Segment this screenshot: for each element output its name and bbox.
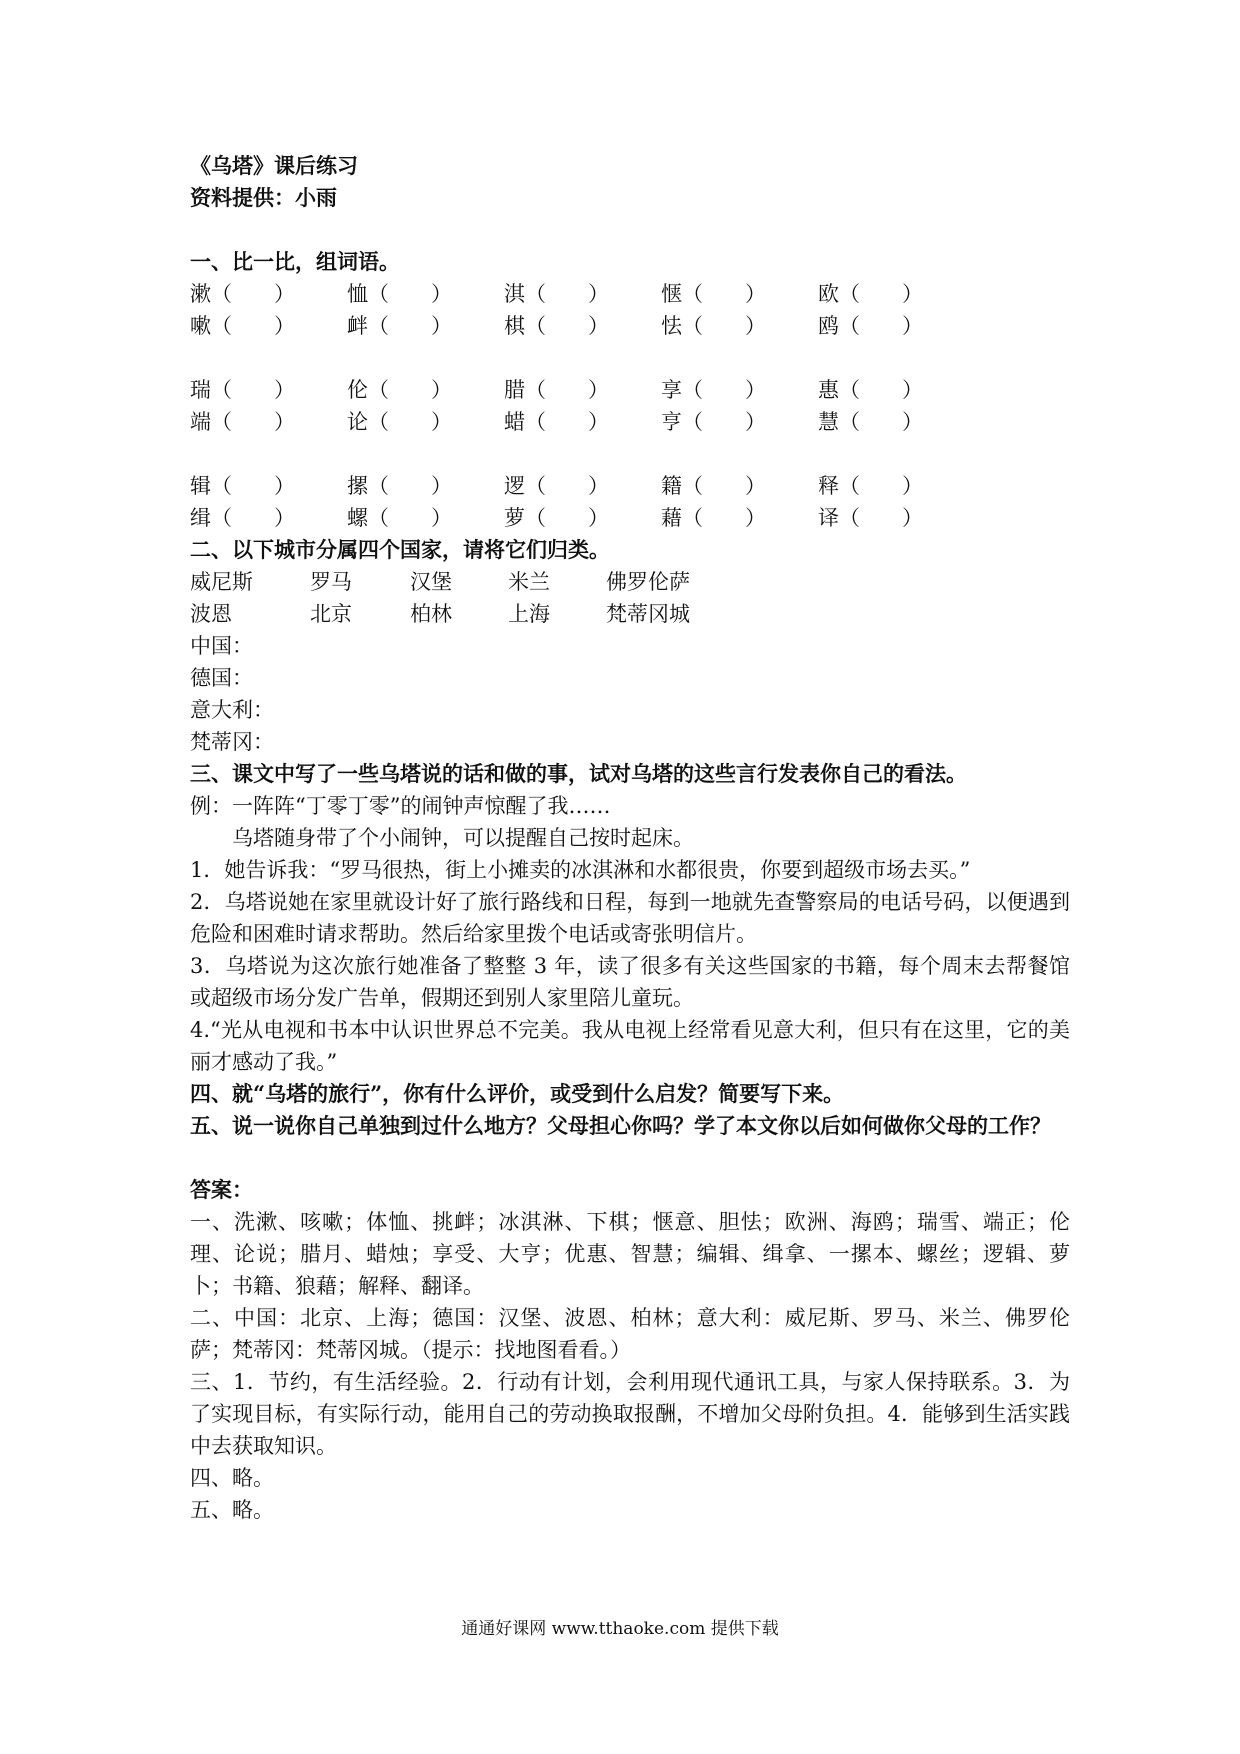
answer-4: 四、略。 [190, 1466, 274, 1490]
city-item: 佛罗伦萨 [606, 570, 690, 594]
city-item: 北京 [310, 602, 352, 626]
city-item: 威尼斯 [190, 570, 253, 594]
city-item: 波恩 [190, 602, 232, 626]
word-item: 欧（ ） [818, 282, 923, 306]
answer-3: 三、1．节约，有生活经验。2．行动有计划，会利用现代通讯工具，与家人保持联系。3．为了实现目标，有实际行动，能用自己的劳动换取报酬，不增加父母附负担。4．能够到生活实践中去获取知识。 [190, 1370, 1070, 1458]
word-row [190, 310, 1070, 342]
section-5-heading: 五、说一说你自己单独到过什么地方？父母担心你吗？学了本文你以后如何做你父母的工作？ [190, 1113, 1051, 1138]
word-item: 论（ ） [347, 410, 452, 434]
city-item: 梵蒂冈城 [606, 602, 690, 626]
page-footer: 通通好课网 www.tthaoke.com 提供下载 [461, 1619, 779, 1639]
word-group-3 [190, 470, 1070, 534]
word-item: 嗽（ ） [190, 314, 295, 338]
spacer [190, 342, 1070, 374]
word-item: 怯（ ） [661, 314, 766, 338]
city-item: 米兰 [508, 570, 550, 594]
word-item: 衅（ ） [347, 314, 452, 338]
word-row [190, 278, 1070, 310]
city-item: 上海 [508, 602, 550, 626]
answer-2: 二、中国：北京、上海；德国：汉堡、波恩、柏林；意大利：威尼斯、罗马、米兰、佛罗伦萨；梵蒂冈：梵蒂冈城。（提示：找地图看看。） [190, 1306, 1070, 1362]
word-item: 享（ ） [661, 378, 766, 402]
word-group-1 [190, 278, 1070, 342]
document-body [190, 150, 1070, 1526]
section-3-heading: 三、课文中写了一些乌塔说的话和做的事，试对乌塔的这些言行发表你自己的看法。 [190, 761, 967, 786]
city-row [190, 598, 1070, 630]
word-item: 籍（ ） [661, 474, 766, 498]
word-item: 缉（ ） [190, 506, 295, 530]
section-4-heading: 四、就“乌塔的旅行”，你有什么评价，或受到什么启发？简要写下来。 [190, 1081, 845, 1106]
word-item: 伦（ ） [347, 378, 452, 402]
answer-5: 五、略。 [190, 1498, 274, 1522]
word-item: 淇（ ） [504, 282, 609, 306]
example-text: 例：一阵阵“丁零丁零”的闹钟声惊醒了我…… [190, 794, 611, 818]
city-item: 柏林 [410, 602, 452, 626]
section-2-heading: 二、以下城市分属四个国家，请将它们归类。 [190, 537, 610, 562]
country-germany-label: 德国： [190, 666, 253, 690]
word-item: 译（ ） [818, 506, 923, 530]
word-item: 摞（ ） [347, 474, 452, 498]
word-group-2 [190, 374, 1070, 438]
question-item-2: 2．乌塔说她在家里就设计好了旅行路线和日程，每到一地就先查警察局的电话号码，以便遇到危险和困难时请求帮助。然后给家里拨个电话或寄张明信片。 [190, 890, 1070, 946]
word-item: 鸥（ ） [818, 314, 923, 338]
word-row [190, 502, 1070, 534]
word-item: 萝（ ） [504, 506, 609, 530]
word-item: 恤（ ） [347, 282, 452, 306]
word-item: 端（ ） [190, 410, 295, 434]
word-row [190, 406, 1070, 438]
word-row [190, 470, 1070, 502]
word-item: 藉（ ） [661, 506, 766, 530]
question-item-3: 3．乌塔说为这次旅行她准备了整整 3 年，读了很多有关这些国家的书籍，每个周末去帮餐馆或超级市场分发广告单，假期还到别人家里陪儿童玩。 [190, 954, 1070, 1010]
question-item-1: 1．她告诉我：“罗马很热，街上小摊卖的冰淇淋和水都很贵，你要到超级市场去买。” [190, 858, 971, 882]
word-item: 慧（ ） [818, 410, 923, 434]
country-china-label: 中国： [190, 634, 253, 658]
word-item: 棋（ ） [504, 314, 609, 338]
city-item: 汉堡 [410, 570, 452, 594]
city-row [190, 566, 1070, 598]
answers-heading: 答案： [190, 1177, 253, 1202]
country-italy-label: 意大利： [190, 698, 274, 722]
word-item: 漱（ ） [190, 282, 295, 306]
word-item: 腊（ ） [504, 378, 609, 402]
word-item: 瑞（ ） [190, 378, 295, 402]
word-item: 惬（ ） [661, 282, 766, 306]
word-row [190, 374, 1070, 406]
word-item: 释（ ） [818, 474, 923, 498]
document-source: 资料提供：小雨 [190, 185, 337, 210]
country-vatican-label: 梵蒂冈： [190, 730, 274, 754]
section-1-heading: 一、比一比，组词语。 [190, 249, 400, 274]
spacer [190, 438, 1070, 470]
word-item: 螺（ ） [347, 506, 452, 530]
document-title: 《乌塔》课后练习 [190, 153, 358, 178]
spacer [190, 1142, 1070, 1174]
word-item: 惠（ ） [818, 378, 923, 402]
question-item-4: 4.“光从电视和书本中认识世界总不完美。我从电视上经常看见意大利，但只有在这里，它的美丽才感动了我。” [190, 1018, 1070, 1074]
spacer [190, 214, 1070, 246]
example-answer: 乌塔随身带了个小闹钟，可以提醒自己按时起床。 [232, 826, 694, 850]
word-item: 逻（ ） [504, 474, 609, 498]
answer-1: 一、洗漱、咳嗽；体恤、挑衅；冰淇淋、下棋；惬意、胆怯；欧洲、海鸥；瑞雪、端正；伦理、论说；腊月、蜡烛；享受、大亨；优惠、智慧；编辑、缉拿、一摞本、螺丝；逻辑、萝卜；书籍、狼藉；解释、翻译。 [190, 1210, 1070, 1298]
word-item: 辑（ ） [190, 474, 295, 498]
word-item: 蜡（ ） [504, 410, 609, 434]
city-item: 罗马 [310, 570, 352, 594]
word-item: 亨（ ） [661, 410, 766, 434]
